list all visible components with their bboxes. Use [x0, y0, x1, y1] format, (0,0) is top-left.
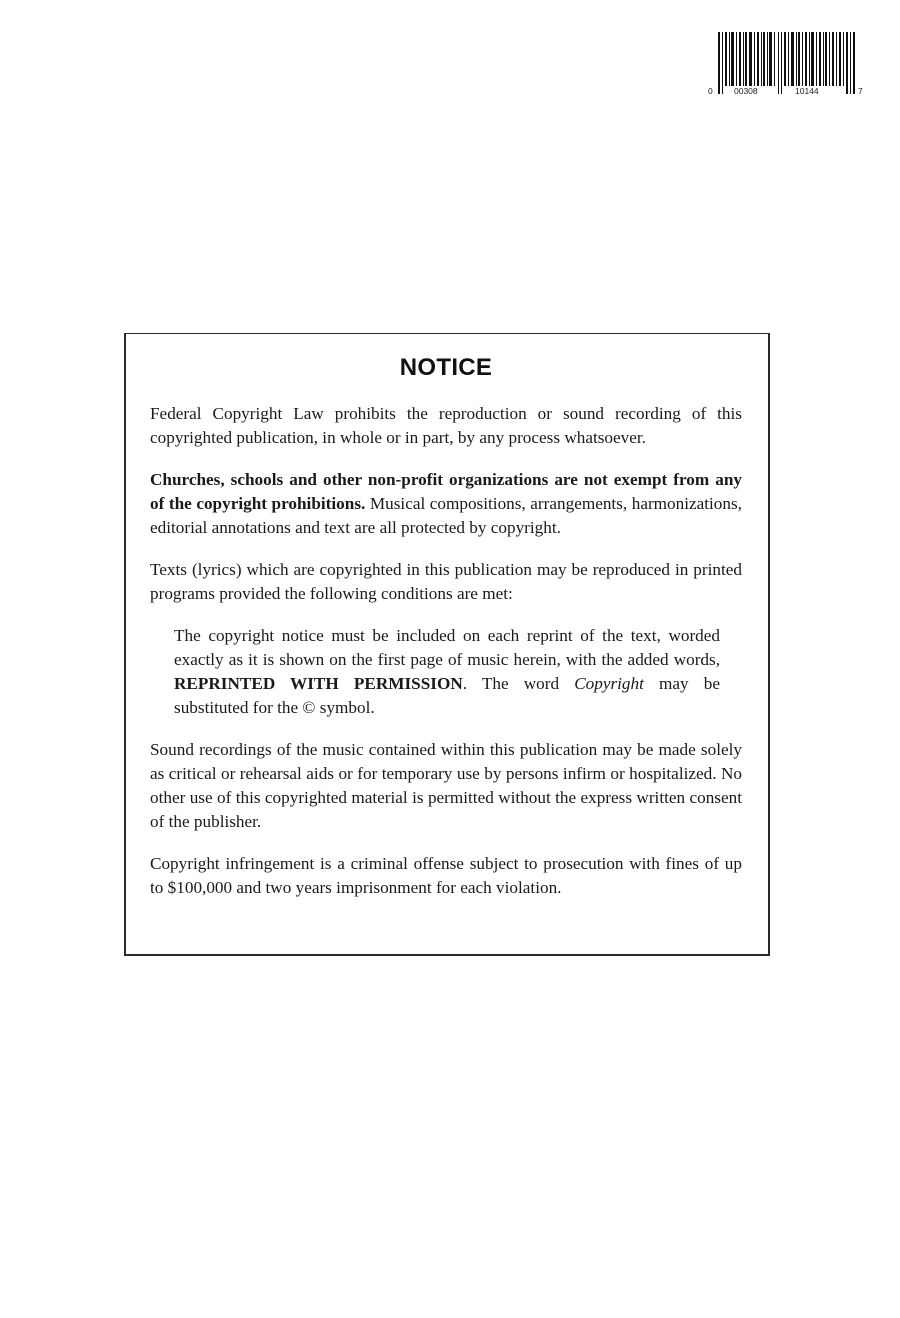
copyright-word: Copyright — [574, 674, 644, 693]
nonprofit-bold-text: Churches, schools and other non-profit organizations are not exempt from any of the copyright prohibitions. — [150, 470, 742, 513]
notice-paragraph-recordings: Sound recordings of the music contained within this publication may be made solely as critical or rehearsal aids or for temporary use by persons infirm or hospitalized. No other use of this copyrighted material is permitted without the express written consent of the publisher. — [150, 740, 742, 831]
barcode — [707, 30, 867, 100]
barcode-digit-check: 7 — [858, 86, 863, 96]
conditions-text-b: . The word — [462, 674, 575, 693]
notice-paragraph-nonprofit — [150, 468, 742, 540]
barcode-bars — [707, 30, 867, 100]
notice-paragraph-lyrics: Texts (lyrics) which are copyrighted in this publication may be reproduced in printed programs provided the following conditions are met: — [150, 560, 742, 603]
notice-title: NOTICE — [399, 354, 493, 381]
reprinted-with-permission: REPRINTED WITH PERMISSION — [174, 674, 463, 693]
notice-box — [124, 333, 770, 956]
barcode-digits-right: 10144 — [795, 86, 819, 96]
notice-paragraph-infringement: Copyright infringement is a criminal offense subject to prosecution with fines of up to $100,000 and two years imprisonment for each violation. — [150, 854, 742, 897]
notice-paragraph-copyright-law: Federal Copyright Law prohibits the reproduction or sound recording of this copyrighted publication, in whole or in part, by any process whatsoever. — [150, 404, 742, 447]
barcode-digits-left: 00308 — [734, 86, 758, 96]
barcode-digit-lead: 0 — [708, 86, 713, 96]
conditions-text-c: may be substituted for the © symbol. — [174, 674, 720, 717]
conditions-text-a: The copyright notice must be included on each reprint of the text, worded exactly as it is shown on the first page of music herein, with the added words, — [174, 626, 720, 669]
notice-paragraph-conditions — [174, 624, 720, 720]
nonprofit-text: Musical compositions, arrangements, harmonizations, editorial annotations and text are all protected by copyright. — [150, 494, 742, 537]
